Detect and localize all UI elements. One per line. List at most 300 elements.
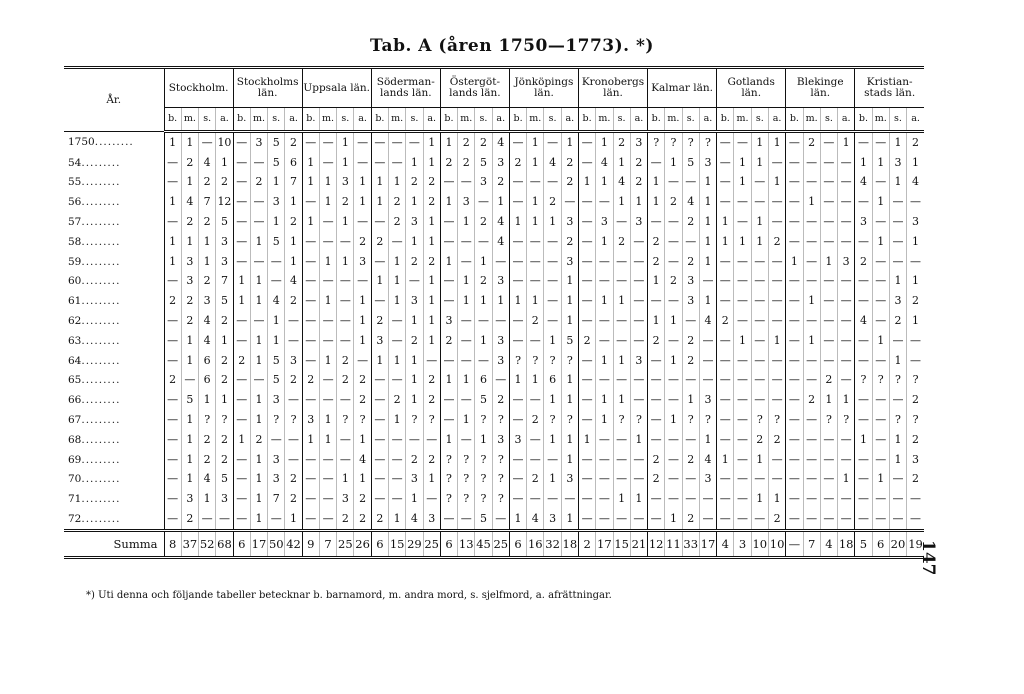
leader-dots: ......... xyxy=(81,334,121,347)
table-row xyxy=(64,272,924,292)
leader-dots: ......... xyxy=(81,414,121,427)
value-cell: 2 xyxy=(907,430,924,450)
value-cell: — xyxy=(820,272,837,292)
sum-row xyxy=(64,530,924,557)
value-cell: — xyxy=(872,252,889,272)
value-cell: — xyxy=(820,331,837,351)
region-header: Östergöt-lands län. xyxy=(440,68,509,108)
leader-dots: ......... xyxy=(81,394,121,407)
value-cell: 2 xyxy=(181,212,198,232)
value-cell: 3 xyxy=(682,272,699,292)
value-cell: — xyxy=(578,489,595,509)
value-cell: 2 xyxy=(820,371,837,391)
value-cell: — xyxy=(389,132,406,153)
value-cell: — xyxy=(803,212,820,232)
value-cell: 2 xyxy=(181,509,198,530)
value-cell: — xyxy=(319,390,336,410)
value-cell: — xyxy=(855,410,872,430)
value-cell: 1 xyxy=(389,410,406,430)
value-cell: — xyxy=(596,509,613,530)
value-cell: — xyxy=(613,470,630,490)
value-cell: — xyxy=(596,430,613,450)
value-cell: — xyxy=(803,272,820,292)
subheader-cell: b. xyxy=(509,108,526,132)
value-cell: — xyxy=(285,430,302,450)
value-cell: 2 xyxy=(216,351,233,371)
value-cell: — xyxy=(786,371,803,391)
value-cell: — xyxy=(578,272,595,292)
value-cell: — xyxy=(803,470,820,490)
region-header: Blekinge län. xyxy=(786,68,855,108)
value-cell: 1 xyxy=(699,192,716,212)
value-cell: 2 xyxy=(803,390,820,410)
value-cell: — xyxy=(803,509,820,530)
year-cell xyxy=(64,331,164,351)
value-cell: 1 xyxy=(164,232,181,252)
value-cell: — xyxy=(838,489,855,509)
value-cell: 1 xyxy=(561,132,578,153)
leader-dots: ......... xyxy=(94,136,134,149)
year-cell xyxy=(64,252,164,272)
value-cell: 2 xyxy=(458,132,475,153)
value-cell: 1 xyxy=(354,173,371,193)
value-cell: — xyxy=(613,331,630,351)
value-cell: 7 xyxy=(285,173,302,193)
value-cell: — xyxy=(786,509,803,530)
value-cell: 4 xyxy=(492,232,509,252)
value-cell: — xyxy=(164,153,181,173)
value-cell: — xyxy=(458,351,475,371)
value-cell: — xyxy=(768,311,785,331)
value-cell: 1 xyxy=(354,430,371,450)
subheader-cell: b. xyxy=(717,108,734,132)
subheader-cell: s. xyxy=(199,108,216,132)
value-cell: 2 xyxy=(682,509,699,530)
value-cell: — xyxy=(527,390,544,410)
value-cell: 2 xyxy=(630,153,647,173)
value-cell: — xyxy=(682,470,699,490)
value-cell: 1 xyxy=(768,132,785,153)
year-label: 60 xyxy=(68,275,82,288)
region-header: Jönköpings län. xyxy=(509,68,578,108)
value-cell: — xyxy=(596,470,613,490)
value-cell: 1 xyxy=(423,331,440,351)
value-cell: — xyxy=(855,331,872,351)
value-cell: — xyxy=(786,173,803,193)
value-cell: — xyxy=(820,311,837,331)
value-cell: 1 xyxy=(181,331,198,351)
value-cell: — xyxy=(872,291,889,311)
value-cell: — xyxy=(648,509,665,530)
sum-cell: 42 xyxy=(285,530,302,557)
year-cell xyxy=(64,470,164,490)
value-cell: — xyxy=(889,212,906,232)
value-cell: 1 xyxy=(613,291,630,311)
value-cell: — xyxy=(786,351,803,371)
value-cell: 3 xyxy=(440,311,457,331)
value-cell: 1 xyxy=(717,232,734,252)
table-row xyxy=(64,489,924,509)
value-cell: — xyxy=(199,132,216,153)
value-cell: 1 xyxy=(544,331,561,351)
value-cell: — xyxy=(768,192,785,212)
subheader-cell: s. xyxy=(475,108,492,132)
sum-cell: 17 xyxy=(699,530,716,557)
value-cell: — xyxy=(164,509,181,530)
value-cell: — xyxy=(630,470,647,490)
value-cell: 2 xyxy=(423,252,440,272)
value-cell: 1 xyxy=(838,470,855,490)
region-header: Kristian-stads län. xyxy=(855,68,924,108)
region-header: Stockholms län. xyxy=(233,68,302,108)
value-cell: — xyxy=(734,192,751,212)
value-cell: — xyxy=(164,173,181,193)
value-cell: — xyxy=(164,410,181,430)
value-cell: 1 xyxy=(613,489,630,509)
value-cell: — xyxy=(596,371,613,391)
value-cell: 1 xyxy=(302,430,319,450)
value-cell: 4 xyxy=(613,173,630,193)
value-cell: 2 xyxy=(440,153,457,173)
value-cell: — xyxy=(561,192,578,212)
value-cell: 2 xyxy=(216,311,233,331)
region-header-row xyxy=(64,68,924,108)
subheader-cell: a. xyxy=(423,108,440,132)
sum-cell: 45 xyxy=(475,530,492,557)
value-cell: 1 xyxy=(561,371,578,391)
value-cell: 1 xyxy=(648,311,665,331)
value-cell: — xyxy=(371,450,388,470)
value-cell: — xyxy=(751,509,768,530)
value-cell: — xyxy=(648,430,665,450)
sum-cell: 50 xyxy=(268,530,285,557)
value-cell: ? xyxy=(285,410,302,430)
value-cell: 1 xyxy=(423,272,440,292)
value-cell: ? xyxy=(699,132,716,153)
value-cell: 2 xyxy=(406,331,423,351)
value-cell: 1 xyxy=(164,192,181,212)
value-cell: — xyxy=(907,351,924,371)
year-cell xyxy=(64,351,164,371)
value-cell: 5 xyxy=(216,470,233,490)
value-cell: — xyxy=(337,430,354,450)
value-cell: 2 xyxy=(181,311,198,331)
value-cell: 4 xyxy=(544,153,561,173)
value-cell: 2 xyxy=(216,450,233,470)
value-cell: — xyxy=(855,390,872,410)
value-cell: 1 xyxy=(596,291,613,311)
value-cell: — xyxy=(803,430,820,450)
year-cell xyxy=(64,272,164,292)
value-cell: — xyxy=(285,331,302,351)
value-cell: — xyxy=(734,371,751,391)
value-cell: 2 xyxy=(250,173,267,193)
value-cell: 1 xyxy=(578,173,595,193)
sum-cell: 6 xyxy=(509,530,526,557)
value-cell: 3 xyxy=(216,252,233,272)
leader-dots: ......... xyxy=(81,473,121,486)
value-cell: 1 xyxy=(889,272,906,292)
value-cell: 1 xyxy=(406,351,423,371)
value-cell: — xyxy=(751,390,768,410)
value-cell: 1 xyxy=(613,153,630,173)
value-cell: 1 xyxy=(734,232,751,252)
value-cell: — xyxy=(717,153,734,173)
value-cell: — xyxy=(734,311,751,331)
value-cell: — xyxy=(786,291,803,311)
sum-cell: 26 xyxy=(354,530,371,557)
subheader-cell: b. xyxy=(855,108,872,132)
value-cell: — xyxy=(751,192,768,212)
value-cell: 1 xyxy=(527,371,544,391)
value-cell: 1 xyxy=(717,450,734,470)
value-cell: ? xyxy=(268,410,285,430)
value-cell: — xyxy=(786,192,803,212)
value-cell: — xyxy=(872,509,889,530)
page-title: Tab. A (åren 1750—1773). *) xyxy=(370,36,654,56)
sum-cell: 6 xyxy=(233,530,250,557)
value-cell: 1 xyxy=(423,232,440,252)
value-cell: — xyxy=(665,173,682,193)
value-cell: 3 xyxy=(337,489,354,509)
value-cell: — xyxy=(717,410,734,430)
value-cell: 1 xyxy=(889,430,906,450)
subheader-cell: b. xyxy=(786,108,803,132)
value-cell: 2 xyxy=(199,272,216,292)
subheader-cell: s. xyxy=(613,108,630,132)
value-cell: 1 xyxy=(751,232,768,252)
value-cell: — xyxy=(682,430,699,450)
value-cell: — xyxy=(285,311,302,331)
value-cell: — xyxy=(734,489,751,509)
subheader-cell: a. xyxy=(561,108,578,132)
value-cell: 2 xyxy=(527,410,544,430)
value-cell: 1 xyxy=(389,173,406,193)
value-cell: — xyxy=(544,132,561,153)
value-cell: — xyxy=(786,470,803,490)
value-cell: 1 xyxy=(630,192,647,212)
value-cell: 1 xyxy=(544,390,561,410)
value-cell: 3 xyxy=(371,331,388,351)
value-cell: 1 xyxy=(561,272,578,292)
value-cell: — xyxy=(233,232,250,252)
sum-cell: 10 xyxy=(751,530,768,557)
value-cell: — xyxy=(164,430,181,450)
value-cell: 3 xyxy=(682,291,699,311)
value-cell: — xyxy=(389,232,406,252)
value-cell: 1 xyxy=(561,509,578,530)
value-cell: ? xyxy=(199,410,216,430)
value-cell: ? xyxy=(820,410,837,430)
value-cell: 5 xyxy=(216,291,233,311)
value-cell: 1 xyxy=(475,252,492,272)
value-cell: 1 xyxy=(613,351,630,371)
value-cell: 1 xyxy=(475,291,492,311)
value-cell: — xyxy=(509,272,526,292)
value-cell: — xyxy=(768,153,785,173)
value-cell: 1 xyxy=(423,311,440,331)
sum-cell: 25 xyxy=(492,530,509,557)
value-cell: 6 xyxy=(199,351,216,371)
value-cell: 2 xyxy=(855,252,872,272)
value-cell: — xyxy=(371,212,388,232)
value-cell: 5 xyxy=(268,351,285,371)
value-cell: — xyxy=(458,509,475,530)
sum-cell: 12 xyxy=(648,530,665,557)
value-cell: — xyxy=(717,132,734,153)
value-cell: 1 xyxy=(596,173,613,193)
subheader-cell: b. xyxy=(440,108,457,132)
value-cell: — xyxy=(302,331,319,351)
value-cell: 1 xyxy=(319,430,336,450)
sum-cell: — xyxy=(786,530,803,557)
value-cell: — xyxy=(250,371,267,391)
value-cell: 4 xyxy=(907,173,924,193)
value-cell: — xyxy=(803,371,820,391)
value-cell: — xyxy=(665,331,682,351)
value-cell: 1 xyxy=(371,173,388,193)
value-cell: — xyxy=(820,212,837,232)
value-cell: — xyxy=(734,351,751,371)
value-cell: — xyxy=(527,331,544,351)
value-cell: — xyxy=(233,212,250,232)
value-cell: — xyxy=(682,489,699,509)
value-cell: 2 xyxy=(682,351,699,371)
value-cell: ? xyxy=(682,132,699,153)
value-cell: ? xyxy=(889,371,906,391)
value-cell: ? xyxy=(423,410,440,430)
value-cell: 1 xyxy=(216,153,233,173)
table-row xyxy=(64,232,924,252)
value-cell: — xyxy=(872,132,889,153)
value-cell: 5 xyxy=(475,509,492,530)
value-cell: — xyxy=(164,351,181,371)
value-cell: 4 xyxy=(199,153,216,173)
value-cell: — xyxy=(838,311,855,331)
value-cell: 1 xyxy=(337,132,354,153)
value-cell: 2 xyxy=(371,311,388,331)
value-cell: — xyxy=(682,173,699,193)
value-cell: — xyxy=(630,371,647,391)
value-cell: — xyxy=(751,371,768,391)
value-cell: 4 xyxy=(492,212,509,232)
table-row xyxy=(64,371,924,391)
subheader-cell: b. xyxy=(578,108,595,132)
value-cell: — xyxy=(302,272,319,292)
value-cell: 1 xyxy=(492,192,509,212)
value-cell: 2 xyxy=(216,430,233,450)
value-cell: 1 xyxy=(181,450,198,470)
value-cell: 2 xyxy=(889,311,906,331)
value-cell: 1 xyxy=(181,173,198,193)
value-cell: — xyxy=(820,132,837,153)
value-cell: — xyxy=(302,450,319,470)
value-cell: — xyxy=(440,232,457,252)
value-cell: 2 xyxy=(216,371,233,391)
value-cell: — xyxy=(371,252,388,272)
value-cell: 2 xyxy=(181,153,198,173)
year-cell xyxy=(64,410,164,430)
value-cell: 2 xyxy=(337,351,354,371)
value-cell: — xyxy=(820,450,837,470)
value-cell: 4 xyxy=(855,173,872,193)
value-cell: — xyxy=(164,450,181,470)
value-cell: — xyxy=(665,390,682,410)
value-cell: 1 xyxy=(889,173,906,193)
value-cell: — xyxy=(509,470,526,490)
value-cell: 3 xyxy=(268,470,285,490)
value-cell: — xyxy=(838,430,855,450)
value-cell: ? xyxy=(768,410,785,430)
value-cell: 1 xyxy=(371,272,388,292)
value-cell: — xyxy=(302,311,319,331)
subheader-cell: a. xyxy=(907,108,924,132)
value-cell: — xyxy=(578,410,595,430)
value-cell: 1 xyxy=(492,291,509,311)
value-cell: 1 xyxy=(285,252,302,272)
value-cell: — xyxy=(838,371,855,391)
year-label: 62 xyxy=(68,315,82,328)
value-cell: ? xyxy=(527,351,544,371)
value-cell: 1 xyxy=(838,132,855,153)
value-cell: — xyxy=(544,272,561,292)
value-cell: — xyxy=(855,450,872,470)
value-cell: 1 xyxy=(268,173,285,193)
value-cell: — xyxy=(285,390,302,410)
value-cell: 1 xyxy=(458,371,475,391)
value-cell: — xyxy=(458,232,475,252)
value-cell: — xyxy=(578,252,595,272)
subheader-cell: b. xyxy=(648,108,665,132)
year-cell xyxy=(64,371,164,391)
value-cell: 2 xyxy=(406,173,423,193)
subheader-cell: m. xyxy=(458,108,475,132)
value-cell: ? xyxy=(440,470,457,490)
sum-cell: 2 xyxy=(578,530,595,557)
value-cell: 1 xyxy=(803,331,820,351)
value-cell: — xyxy=(458,390,475,410)
value-cell: 1 xyxy=(855,153,872,173)
value-cell: — xyxy=(337,450,354,470)
value-cell: 2 xyxy=(561,232,578,252)
value-cell: — xyxy=(389,331,406,351)
value-cell: — xyxy=(872,311,889,331)
value-cell: 3 xyxy=(596,212,613,232)
value-cell: — xyxy=(233,450,250,470)
value-cell: — xyxy=(648,410,665,430)
value-cell: 2 xyxy=(423,173,440,193)
value-cell: — xyxy=(717,371,734,391)
value-cell: 3 xyxy=(475,173,492,193)
value-cell: — xyxy=(820,173,837,193)
value-cell: 2 xyxy=(216,173,233,193)
value-cell: 1 xyxy=(268,212,285,232)
value-cell: — xyxy=(820,192,837,212)
value-cell: 1 xyxy=(561,450,578,470)
value-cell: — xyxy=(648,291,665,311)
value-cell: — xyxy=(803,489,820,509)
value-cell: — xyxy=(319,153,336,173)
value-cell: 2 xyxy=(475,272,492,292)
value-cell: — xyxy=(423,430,440,450)
value-cell: 1 xyxy=(527,153,544,173)
value-cell: 6 xyxy=(199,371,216,391)
value-cell: — xyxy=(250,311,267,331)
leader-dots: ......... xyxy=(81,235,121,248)
year-cell xyxy=(64,430,164,450)
sum-cell: 52 xyxy=(199,530,216,557)
value-cell: — xyxy=(786,311,803,331)
